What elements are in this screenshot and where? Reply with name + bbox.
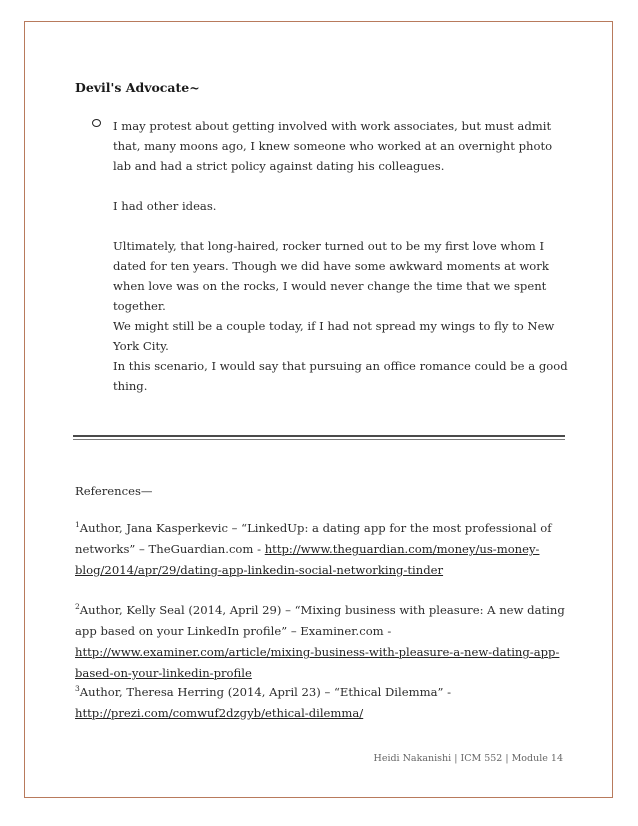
paragraph-3: Ultimately, that long-haired, rocker turned out to be my first love whom I dated for ten years. Though we did have some awkward moments at work when love was on the rocks, I would never change the time that we spent together. [113,239,549,313]
reference-text: Author, Theresa Herring (2014, April 23) – “Ethical Dilemma” - [79,685,452,699]
reference-link[interactable]: http://www.examiner.com/article/mixing-business-with-pleasure-a-new-dating-app-based-on-your-linkedin-profile [75,645,560,680]
paragraph-5: In this scenario, I would say that pursuing an office romance could be a good thing. [113,359,568,393]
paragraph-2: I had other ideas. [113,199,217,213]
divider-thin [73,439,565,440]
page-footer: Heidi Nakanishi | ICM 552 | Module 14 [373,753,563,764]
reference-link[interactable]: http://www.theguardian.com/money/us-money-blog/2014/apr/29/dating-app-linkedin-social-networking-tinder [75,542,540,577]
reference-item-1 [75,518,565,581]
paragraph-1: I may protest about getting involved with work associates, but must admit that, many moons ago, I knew someone who worked at an overnight photo lab and had a strict policy against dating his colleagues. [113,119,553,173]
reference-number: 3 [75,684,80,694]
paragraph-4: We might still be a couple today, if I had not spread my wings to fly to New York City. [113,319,555,353]
reference-number: 1 [75,520,80,530]
references-title: References— [75,484,153,498]
reference-text: Author, Jana Kasperkevic – “LinkedUp: a dating app for the most professional of networks” – TheGuardian.com - [75,521,552,556]
reference-number: 2 [75,602,80,612]
bullet-circle-icon [92,119,101,127]
reference-item-2 [75,600,565,684]
reference-text: Author, Kelly Seal (2014, April 29) – “Mixing business with pleasure: A new dating app based on your LinkedIn profile” – Examiner.com - [75,603,565,638]
section-heading: Devil's Advocate~ [75,80,200,95]
reference-link[interactable]: http://prezi.com/comwuf2dzgyb/ethical-dilemma/ [75,706,364,720]
divider-thick [73,435,565,437]
reference-item-3 [75,682,565,724]
